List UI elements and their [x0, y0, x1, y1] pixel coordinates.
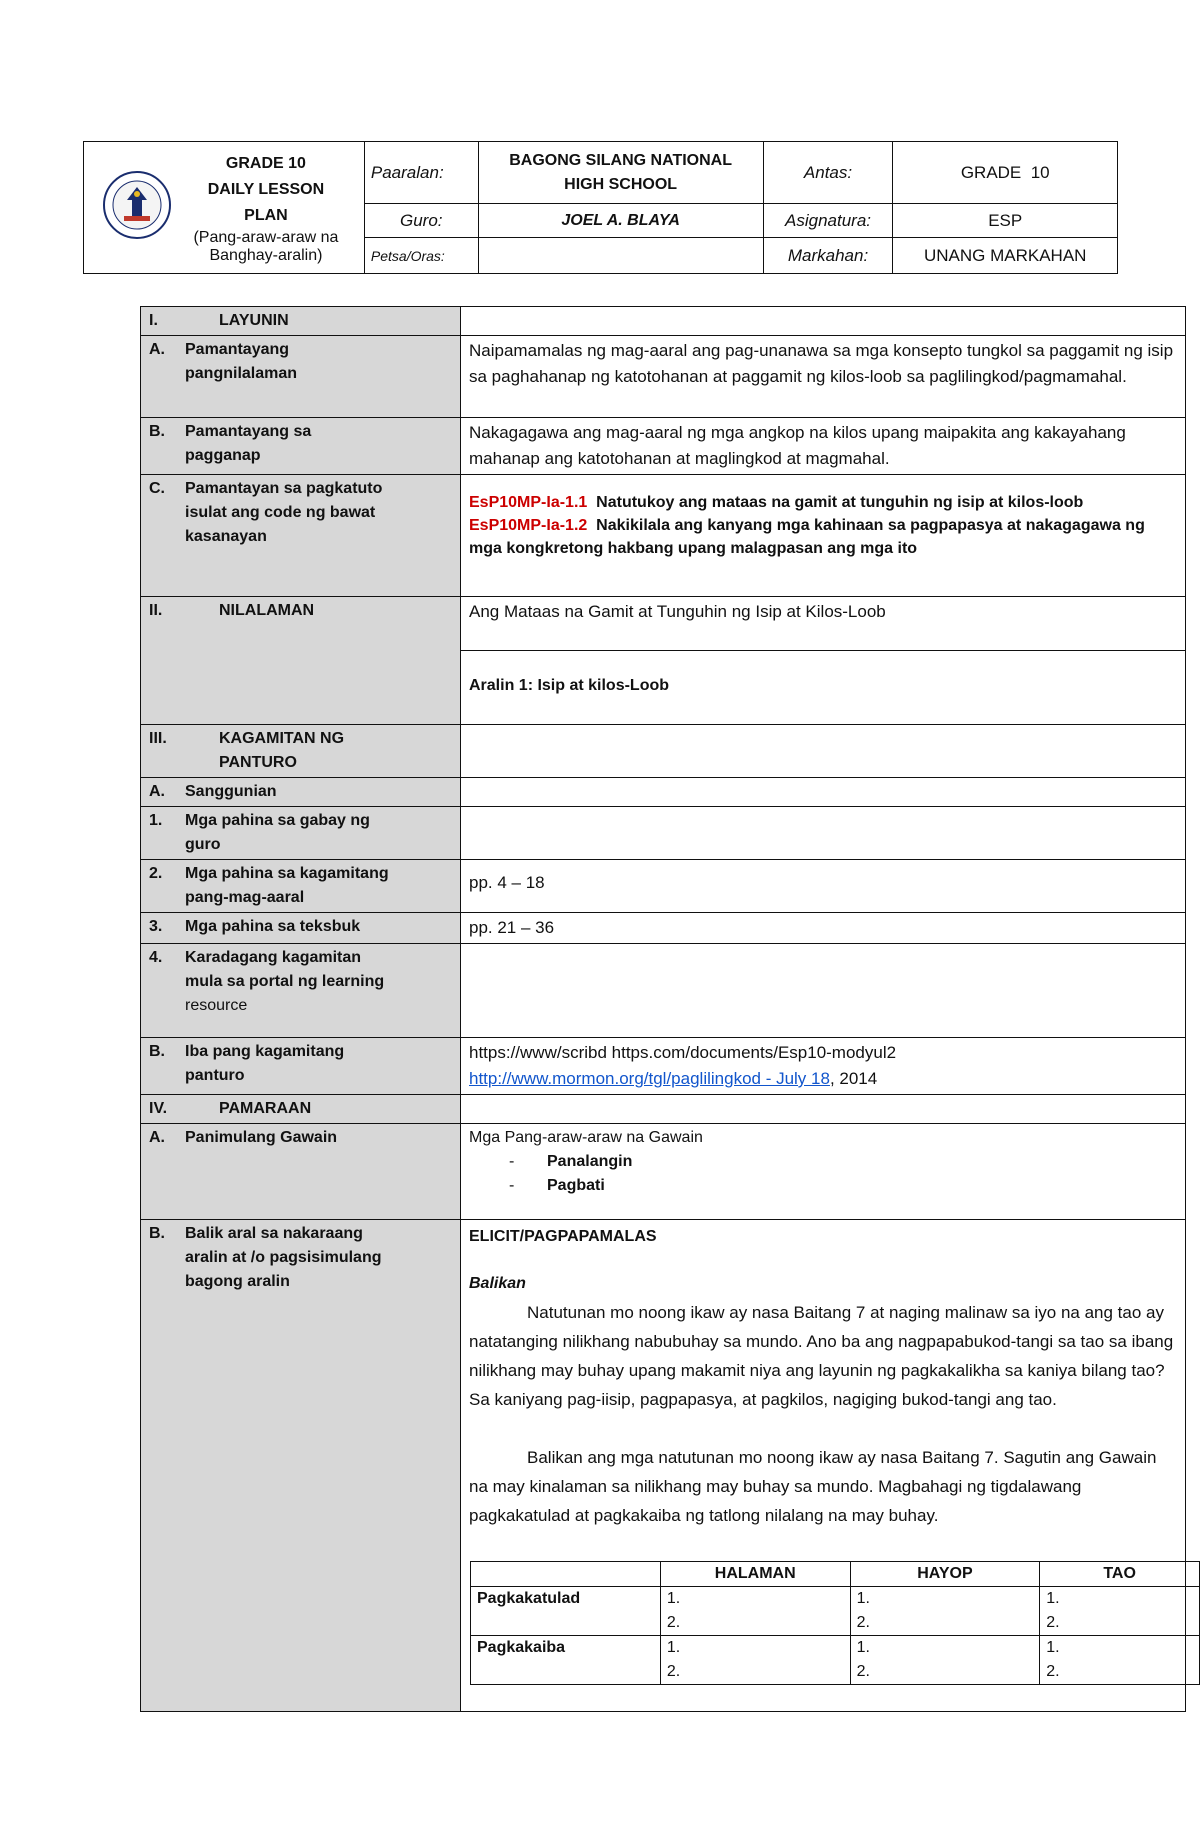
cell-number: 1. [666, 1590, 681, 1607]
item-num: 4. [149, 949, 163, 966]
section-layunin-content [461, 307, 1186, 336]
pamantayan-pagkatuto-content [461, 475, 1186, 597]
asignatura-label: Asignatura: [763, 204, 893, 238]
row-nilalaman [141, 597, 1186, 651]
guro-value: JOEL A. BLAYA [478, 204, 763, 238]
karagdagang-kagamitan-content [461, 944, 1186, 1038]
comparison-cell[interactable] [850, 1636, 1040, 1685]
label-line: Pamantayang sa [185, 423, 312, 440]
comparison-cell[interactable] [660, 1636, 850, 1685]
gawain-list [509, 1150, 1177, 1198]
item-num: A. [149, 783, 165, 800]
list-item-text: Pagbati [547, 1177, 605, 1194]
comparison-header-empty [471, 1562, 661, 1587]
label-line: Karadagang kagamitan [185, 949, 362, 966]
cell-number: 1. [856, 1590, 870, 1607]
section-num: IV. [149, 1100, 168, 1117]
label-line: pagganap [185, 447, 261, 464]
label-line: pang-mag-aaral [185, 889, 305, 906]
item-num: B. [149, 1043, 165, 1060]
section-pamaraan-label [141, 1095, 461, 1124]
comparison-row [471, 1636, 1200, 1685]
panimulang-gawain-label [141, 1124, 461, 1220]
section-num: I. [149, 312, 158, 329]
comparison-header-row [471, 1562, 1200, 1587]
title-line-1: GRADE 10 [225, 154, 306, 172]
cell-number: 2. [1046, 1663, 1060, 1680]
row-karagdagang-kagamitan [141, 944, 1186, 1038]
comparison-cell[interactable] [1040, 1587, 1200, 1636]
row-pamantayang-pangnilalaman [141, 336, 1186, 418]
nilalaman-text: Ang Mataas na Gamit at Tunguhin ng Isip at Kilos-Loob [461, 597, 1186, 651]
label-line: bagong aralin [185, 1273, 290, 1290]
title-line-3: PLAN [244, 206, 288, 224]
title-line-2: DAILY LESSON [207, 180, 325, 198]
row-kagamitang-mag-aaral [141, 860, 1186, 913]
row-pamantayang-pagganap [141, 418, 1186, 475]
section-title: PAMARAAN [219, 1100, 312, 1117]
paaralan-label: Paaralan: [364, 142, 478, 204]
competency-text: Nakikilala ang kanyang mga kahinaan sa pagpapasya at nakagagawa ng mga kongkretong hakbang upang malagpasan ang mga ito [469, 517, 1145, 557]
label-line: Panimulang Gawain [185, 1129, 338, 1146]
paaralan-value-line-1: BAGONG SILANG NATIONAL [509, 151, 733, 169]
cell-number: 2. [856, 1663, 870, 1680]
item-num: B. [149, 423, 165, 440]
row-iba-pang-kagamitan [141, 1038, 1186, 1095]
item-num: A. [149, 341, 165, 358]
competency-2 [469, 514, 1177, 560]
label-line: resource [185, 997, 248, 1014]
pamaraan-content [461, 1095, 1186, 1124]
comparison-cell[interactable] [660, 1587, 850, 1636]
cell-number: 1. [856, 1639, 870, 1656]
reference-link[interactable]: http://www.mormon.org/tgl/paglilingkod - July 18 [469, 1069, 830, 1088]
row-layunin [141, 307, 1186, 336]
section-num: II. [149, 602, 163, 619]
label-line: kasanayan [185, 528, 267, 545]
antas-label: Antas: [763, 142, 893, 204]
balikan-paragraph-1: Natutunan mo noong ikaw ay nasa Baitang 7 at naging malinaw sa iyo na ang tao ay natatanging nilikhang nabubuhay sa mundo. Ano ba ang nagpapabukod-tangi sa tao sa ibang nilikhang may buhay upang makamit niya ang layunin ng pagkakalikha sa kaniya bilang tao? Sa kaniyang pag-iisip, pagpapasya, at pagkilos, nagiging bukod-tangi ang tao. [469, 1303, 1174, 1409]
label-line: Pamantayan sa pagkatuto [185, 480, 383, 497]
aralin-text: Aralin 1: Isip at kilos-Loob [469, 677, 670, 694]
iba-pang-kagamitan-label [141, 1038, 461, 1095]
paaralan-value [478, 142, 763, 204]
gabay-guro-label [141, 807, 461, 860]
label-line: panturo [185, 1067, 245, 1084]
gabay-guro-content [461, 807, 1186, 860]
petsa-label: Petsa/Oras: [364, 238, 478, 274]
reference-2 [469, 1066, 1177, 1092]
label-line: Mga pahina sa gabay ng [185, 812, 370, 829]
label-line: Mga pahina sa kagamitang [185, 865, 389, 882]
comparison-header: TAO [1040, 1562, 1200, 1587]
teksbuk-pages: pp. 21 – 36 [461, 913, 1186, 944]
asignatura-value: ESP [893, 204, 1118, 238]
pamantayang-pangnilalaman-text: Naipamamalas ng mag-aaral ang pag-unanawa sa mga konsepto tungkol sa paggamit ng isip sa paghahanap ng katotohanan at paggamit ng kilos-loob sa paglilingkod/pagmamahal. [461, 336, 1186, 418]
item-num: 1. [149, 812, 163, 829]
label-line: pangnilalaman [185, 365, 298, 382]
cell-number: 1. [1046, 1639, 1060, 1656]
title-line-5: Banghay-aralin) [209, 246, 323, 264]
item-num: 2. [149, 865, 163, 882]
petsa-value [478, 238, 763, 274]
deped-seal-icon [102, 170, 172, 240]
item-num: 3. [149, 918, 163, 935]
row-pamaraan [141, 1095, 1186, 1124]
lesson-plan-table [140, 306, 1186, 1712]
comparison-row-label: Pagkakaiba [471, 1636, 661, 1685]
row-gabay-guro [141, 807, 1186, 860]
comparison-cell[interactable] [850, 1587, 1040, 1636]
comparison-cell[interactable] [1040, 1636, 1200, 1685]
cell-number: 2. [856, 1614, 870, 1631]
list-item [509, 1150, 1177, 1174]
sanggunian-content [461, 778, 1186, 807]
section-kagamitan-label [141, 725, 461, 778]
row-pamantayan-pagkatuto [141, 475, 1186, 597]
reference-tail: , 2014 [829, 1069, 878, 1088]
item-num: C. [149, 480, 165, 497]
header-title-cell [84, 142, 365, 274]
row-sanggunian [141, 778, 1186, 807]
pamantayang-pagganap-text: Nakagagawa ang mag-aaral ng mga angkop na kilos upang maipakita ang kakayahang mahanap ang katotohanan at maglingkod at magmahal. [461, 418, 1186, 475]
item-num: A. [149, 1129, 165, 1146]
pamantayan-pagkatuto-label [141, 475, 461, 597]
pages-text: pp. 4 – 18 [469, 873, 545, 892]
competency-code: EsP10MP-Ia-1.1 [469, 494, 588, 511]
label-line: mula sa portal ng learning [185, 973, 385, 990]
title-line-4: (Pang-araw-araw na [193, 228, 339, 246]
comparison-row-label: Pagkakatulad [471, 1587, 661, 1636]
label-line: Pamantayang [185, 341, 290, 358]
section-title: NILALAMAN [219, 602, 315, 619]
label-line: aralin at /o pagsisimulang [185, 1249, 382, 1266]
comparison-header: HAYOP [850, 1562, 1040, 1587]
item-num: B. [149, 1225, 165, 1242]
cell-number: 2. [666, 1614, 681, 1631]
kagamitang-mag-aaral-pages [461, 860, 1186, 913]
guro-label: Guro: [364, 204, 478, 238]
row-teksbuk [141, 913, 1186, 944]
label-line: Balik aral sa nakaraang [185, 1225, 363, 1242]
kagamitan-content [461, 725, 1186, 778]
reference-1: https://www/scribd https.com/documents/Esp10-modyul2 [469, 1043, 897, 1062]
cell-number: 1. [1046, 1590, 1060, 1607]
iba-pang-kagamitan-refs [461, 1038, 1186, 1095]
competency-code: EsP10MP-Ia-1.2 [469, 517, 588, 534]
gawain-title: Mga Pang-araw-araw na Gawain [469, 1129, 703, 1146]
markahan-value: UNANG MARKAHAN [893, 238, 1118, 274]
paaralan-value-line-2: HIGH SCHOOL [564, 175, 678, 193]
label-line: guro [185, 836, 221, 853]
dash-bullet: - [509, 1153, 515, 1170]
pamantayang-pangnilalaman-label [141, 336, 461, 418]
elicit-heading: ELICIT/PAGPAPAMALAS [469, 1228, 657, 1245]
list-item-text: Panalangin [547, 1153, 633, 1170]
panimulang-gawain-content [461, 1124, 1186, 1220]
section-num: III. [149, 730, 167, 747]
kagamitang-mag-aaral-label [141, 860, 461, 913]
markahan-label: Markahan: [763, 238, 893, 274]
label-line: Sanggunian [185, 783, 277, 800]
section-layunin-label [141, 307, 461, 336]
deped-seal [102, 170, 172, 245]
balikan-heading: Balikan [469, 1275, 526, 1292]
label-line: Iba pang kagamitang [185, 1043, 345, 1060]
pamantayang-pagganap-label [141, 418, 461, 475]
section-title: LAYUNIN [219, 312, 289, 329]
sanggunian-label [141, 778, 461, 807]
comparison-table [470, 1561, 1200, 1685]
competency-text: Natutukoy ang mataas na gamit at tunguhin ng isip at kilos-loob [596, 494, 1084, 511]
antas-value: GRADE 10 [893, 142, 1118, 204]
label-line: PANTURO [219, 754, 297, 771]
comparison-header: HALAMAN [660, 1562, 850, 1587]
list-item [509, 1174, 1177, 1198]
aralin-title [461, 651, 1186, 725]
label-line: isulat ang code ng bawat [185, 504, 376, 521]
competency-1 [469, 491, 1177, 514]
cell-number: 1. [666, 1639, 681, 1656]
header-table [83, 141, 1118, 274]
comparison-row [471, 1587, 1200, 1636]
label-line: Mga pahina sa teksbuk [185, 918, 361, 935]
balik-aral-label [141, 1220, 461, 1712]
label-line: KAGAMITAN NG [219, 730, 345, 747]
teksbuk-label [141, 913, 461, 944]
row-panimulang-gawain [141, 1124, 1186, 1220]
cell-number: 2. [1046, 1614, 1060, 1631]
row-kagamitan [141, 725, 1186, 778]
dash-bullet: - [509, 1177, 515, 1194]
balikan-paragraph-2: Balikan ang mga natutunan mo noong ikaw ay nasa Baitang 7. Sagutin ang Gawain na may kinalaman sa nilikhang may buhay sa mundo. Magbahagi ng tigdalawang pagkakatulad at pagkakaiba ng tatlong nilalang na may buhay. [469, 1448, 1157, 1525]
cell-number: 2. [666, 1663, 681, 1680]
section-nilalaman-label [141, 597, 461, 725]
karagdagang-kagamitan-label [141, 944, 461, 1038]
